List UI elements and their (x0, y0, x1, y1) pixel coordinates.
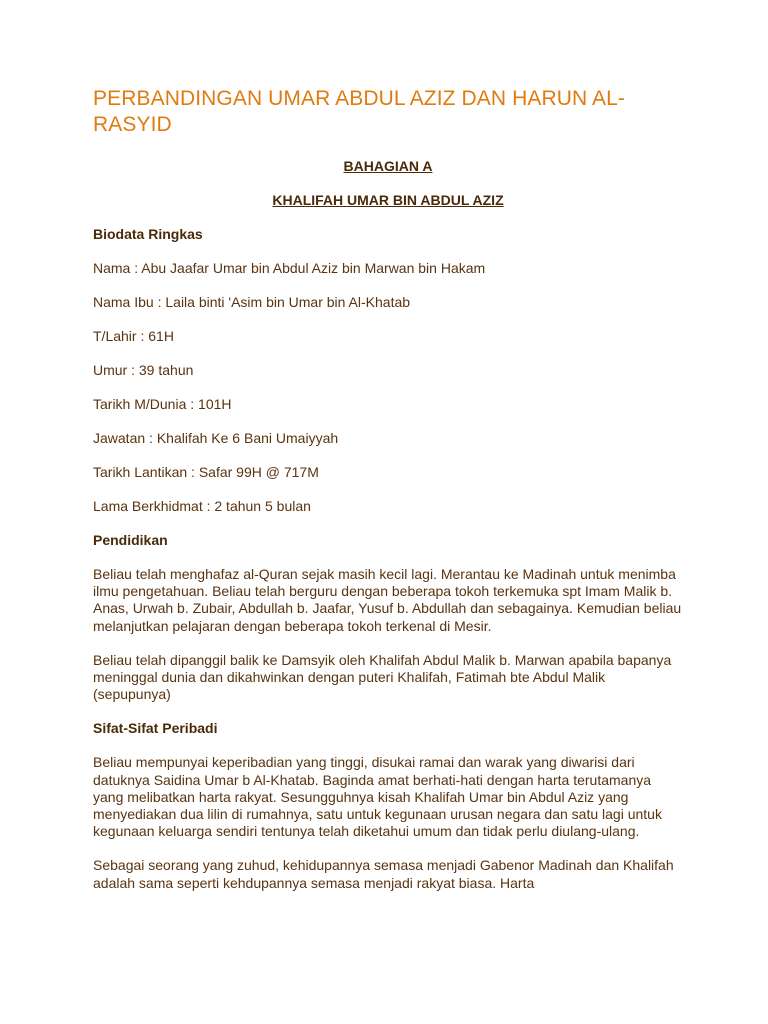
biodata-item-tarikh-meninggal: Tarikh M/Dunia : 101H (93, 396, 232, 412)
sifat-paragraph-1: Beliau mempunyai keperibadian yang tinggi, disukai ramai dan warak yang diwarisi dari datuknya Saidina Umar b Al-Khatab. Baginda amat berhati-hati dengan harta terutamanya yang melibatkan harta rakyat. Sesungguhnya kisah Khalifah Umar bin Abdul Aziz yang menyediakan dua lilin di rumahnya, satu untuk kegunaan urusan negara dan satu lagi untuk kegunaan keluarga sendiri tentunya telah diketahui umum dan tidak perlu diulang-ulang. (93, 754, 662, 840)
biodata-heading: Biodata Ringkas (93, 226, 203, 242)
sifat-heading: Sifat-Sifat Peribadi (93, 720, 218, 737)
subtitle-heading: KHALIFAH UMAR BIN ABDUL AZIZ (272, 192, 504, 208)
pendidikan-paragraph-1: Beliau telah menghafaz al-Quran sejak masih kecil lagi. Merantau ke Madinah untuk menimba ilmu pengetahuan. Beliau telah berguru dengan beberapa tokoh terkemuka spt Imam Malik b. Anas, Urwah b. Zubair, Abdullah b. Jaafar, Yusuf b. Abdullah dan sebagainya. Kemudian beliau melanjutkan pelajaran dengan beberapa tokoh terkenal di Mesir. (93, 566, 682, 634)
sifat-paragraph-2: Sebagai seorang yang zuhud, kehidupannya semasa menjadi Gabenor Madinah dan Khalifah adalah sama seperti kehdupannya semasa menjadi rakyat biasa. Harta (93, 857, 674, 891)
document-title: PERBANDINGAN UMAR ABDUL AZIZ DAN HARUN AL-RASYID (93, 87, 626, 136)
biodata-item-umur: Umur : 39 tahun (93, 362, 194, 378)
biodata-item-nama: Nama : Abu Jaafar Umar bin Abdul Aziz bin Marwan bin Hakam (93, 260, 486, 276)
biodata-item-nama-ibu: Nama Ibu : Laila binti 'Asim bin Umar bin Al-Khatab (93, 294, 411, 310)
biodata-item-lama-berkhidmat: Lama Berkhidmat : 2 tahun 5 bulan (93, 498, 311, 514)
biodata-item-jawatan: Jawatan : Khalifah Ke 6 Bani Umaiyyah (93, 430, 339, 446)
section-heading: BAHAGIAN A (343, 158, 433, 174)
pendidikan-heading: Pendidikan (93, 532, 168, 548)
biodata-item-tarikh-lahir: T/Lahir : 61H (93, 328, 174, 344)
pendidikan-paragraph-2: Beliau telah dipanggil balik ke Damsyik oleh Khalifah Abdul Malik b. Marwan apabila bapanya meninggal dunia dan dikahwinkan dengan puteri Khalifah, Fatimah bte Abdul Malik (sepupunya) (93, 651, 672, 703)
document-page (93, 86, 683, 909)
biodata-item-tarikh-lantikan: Tarikh Lantikan : Safar 99H @ 717M (93, 464, 319, 480)
